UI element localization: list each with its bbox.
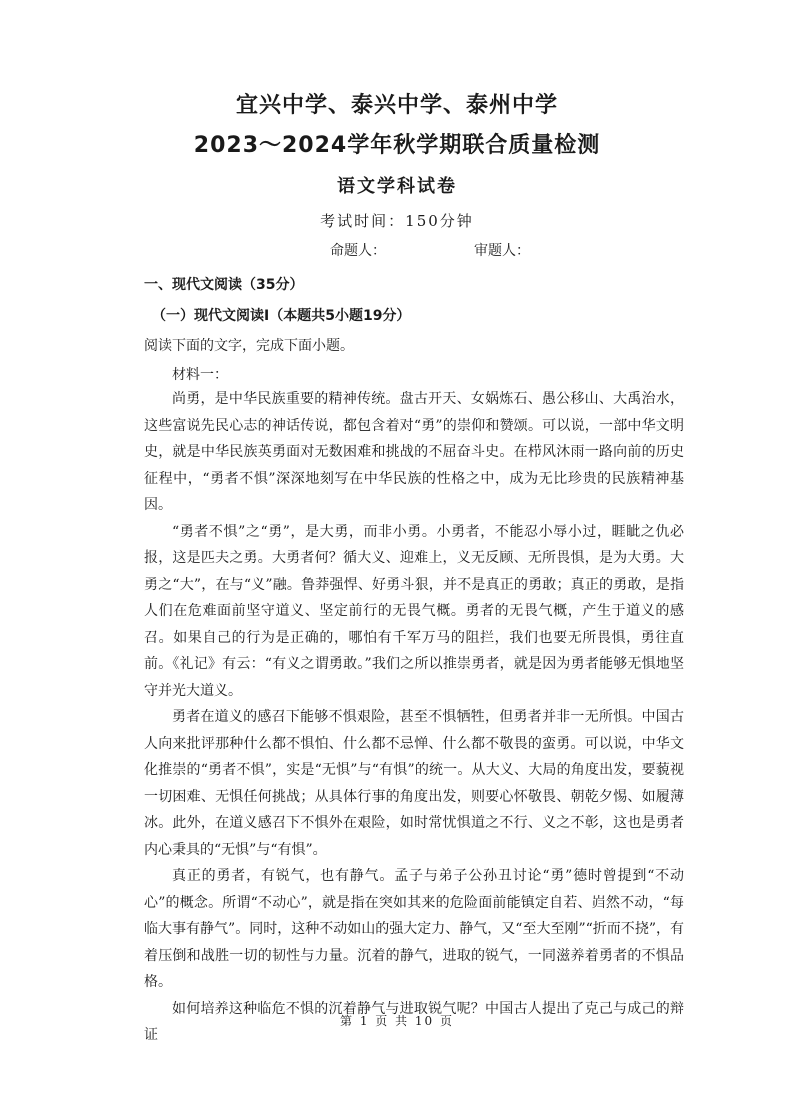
- page-number: 第 1 页 共 10 页: [340, 1014, 454, 1028]
- material-label: 材料一：: [172, 367, 228, 383]
- paragraph: 如何培养这种临危不惧的沉着静气与进取锐气呢？中国古人提出了克己与成己的辩证: [144, 1000, 684, 1043]
- paragraph: 真正的勇者，有锐气，也有静气。孟子与弟子公孙丑讨论“勇”德时曾提到“不动心”的概念。所谓“不动心”，就是指在突如其来的危险面前能镇定自若、岿然不动，“每临大事有静气”。同时，这种不动如山的强大定力、静气，又“至大至刚”“折而不挠”，有着压倒和战胜一切的韧性与力量。沉着的静气，进取的锐气，一同滋养着勇者的不惧品格。: [144, 868, 684, 990]
- exam-time: 考试时间：150分钟: [320, 212, 474, 230]
- paragraph: 尚勇，是中华民族重要的精神传统。盘古开天、女娲炼石、愚公移山、大禹治水，这些富说先民心志的神话传说，都包含着对“勇”的崇仰和赞颂。可以说，一部中华文明史，就是中华民族英勇面对无数困难和挑战的不屈奋斗史。在栉风沐雨一路向前的历史征程中，“勇者不惧”深深地刻写在中华民族的性格之中，成为无比珍贵的民族精神基因。: [144, 391, 684, 513]
- setter-label: 命题人：: [330, 243, 386, 259]
- reading-passage: [144, 386, 684, 1049]
- authors-line: [330, 240, 618, 260]
- instruction: 阅读下面的文字，完成下面小题。: [144, 338, 354, 354]
- paragraph: “勇者不惧”之“勇”，是大勇，而非小勇。小勇者，不能忍小辱小过，睚眦之仇必报，这是匹夫之勇。大勇者何？循大义、迎难上，义无反顾、无所畏惧，是为大勇。大勇之“大”，在与“义”融。鲁莽强悍、好勇斗狠，并不是真正的勇敢；真正的勇敢，是指人们在危难面前坚守道义、坚定前行的无畏气概。勇者的无畏气概，产生于道义的感召。如果自己的行为是正确的，哪怕有千军万马的阻拦，我们也要无所畏惧，勇往直前。《礼记》有云：“有义之谓勇敢。”我们之所以推崇勇者，就是因为勇者能够无惧地坚守并光大道义。: [144, 523, 684, 699]
- reviewer-label: 审题人：: [474, 243, 530, 259]
- exam-title: 2023～2024学年秋学期联合质量检测: [193, 133, 601, 158]
- schools-title: 宜兴中学、泰兴中学、泰州中学: [235, 93, 558, 118]
- section-title: 一、现代文阅读（35分）: [144, 277, 304, 293]
- subject-title: 语文学科试卷: [337, 176, 457, 197]
- paragraph: 勇者在道义的感召下能够不惧艰险，甚至不惧牺牲，但勇者并非一无所惧。中国古人向来批评那种什么都不惧怕、什么都不忌惮、什么都不敬畏的蛮勇。可以说，中华文化推崇的“勇者不惧”，实是“无惧”与“有惧”的统一。从大义、大局的角度出发，要藐视一切困难、无惧任何挑战；从具体行事的角度出发，则要心怀敬畏、朝乾夕惕、如履薄冰。此外，在道义感召下不惧外在艰险，如时常忧惧道之不行、义之不彰，这也是勇者内心秉具的“无惧”与“有惧”。: [144, 709, 684, 858]
- subsection-title: （一）现代文阅读Ⅰ（本题共5小题19分）: [152, 308, 411, 324]
